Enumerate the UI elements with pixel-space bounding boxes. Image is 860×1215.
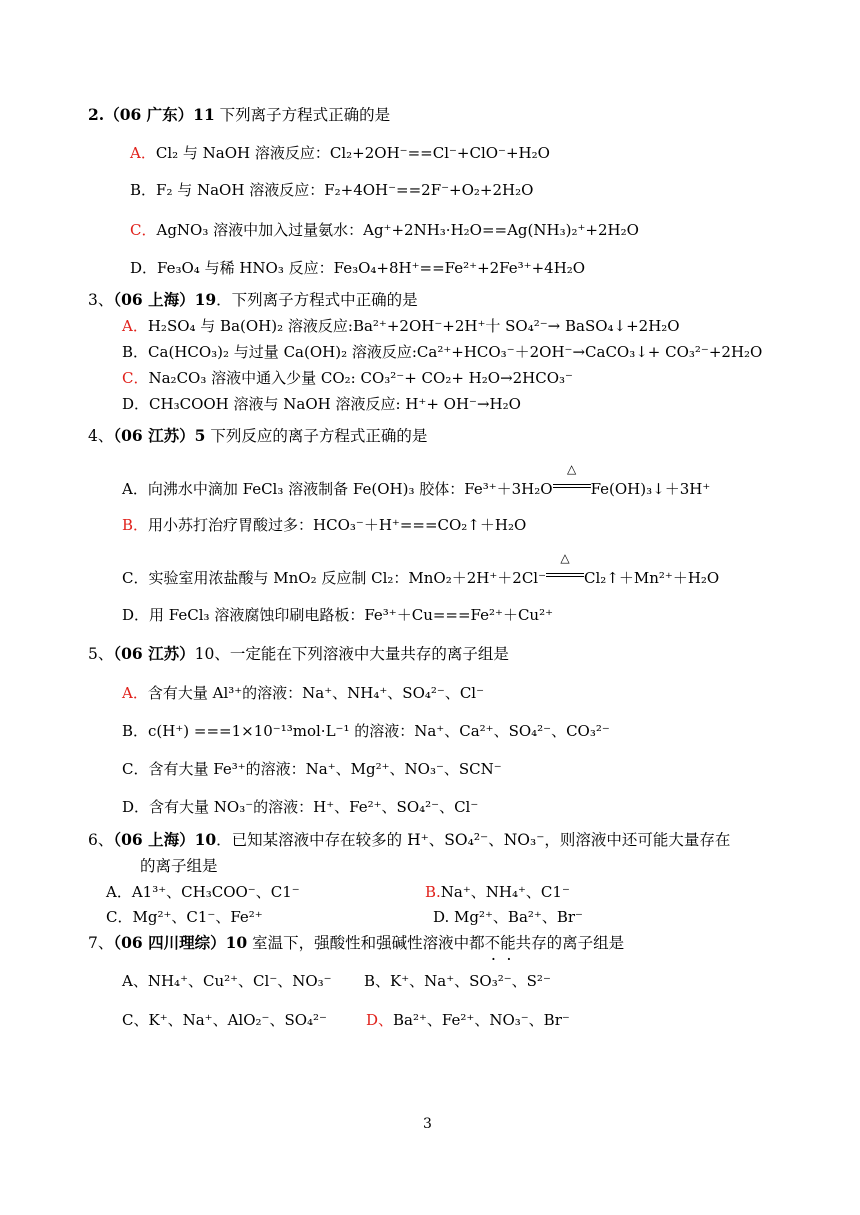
option-text: H₂SO₄ 与 Ba(OH)₂ 溶液反应:Ba²⁺+2OH⁻+2H⁺十 SO₄²⁻→ BaSO₄↓+2H₂O	[147, 317, 680, 335]
option-letter: A．	[106, 883, 132, 901]
option-letter: C．	[106, 908, 133, 926]
q4-stem	[88, 427, 427, 445]
q4-option-b	[122, 516, 526, 534]
q6-option-a	[106, 883, 300, 901]
option-text: c(H⁺) ===1×10⁻¹³mol·L⁻¹ 的溶液：Na⁺、Ca²⁺、SO₄²⁻、CO₃²⁻	[148, 722, 610, 740]
option-letter: A．	[130, 144, 156, 162]
option-letter: A．	[122, 480, 148, 498]
option-letter: C．	[130, 221, 157, 239]
option-letter: A、	[122, 972, 148, 990]
q5-stem	[88, 645, 509, 663]
q5-source: （06 江苏）	[113, 644, 195, 663]
q6-stem-continued	[140, 857, 218, 875]
option-text-products: Fe(OH)₃↓＋3H⁺	[590, 480, 711, 498]
q3-option-a	[122, 317, 680, 335]
heat-triangle-icon: △	[566, 462, 577, 476]
q7-stem-text-end: 共存的离子组是	[515, 934, 625, 952]
q4-number: 4、	[88, 427, 114, 445]
q2-option-b	[130, 181, 533, 199]
option-text-products: Cl₂↑＋Mn²⁺＋H₂O	[584, 569, 720, 587]
heating-equals-sign	[553, 462, 591, 494]
option-text: Na⁺、NH₄⁺、C1⁻	[440, 883, 570, 901]
option-text: Ca(HCO₃)₂ 与过量 Ca(OH)₂ 溶液反应:Ca²⁺+HCO₃⁻＋2OH⁻→CaCO₃↓+ CO₃²⁻+2H₂O	[148, 343, 763, 361]
q2-option-c	[130, 221, 639, 239]
option-letter: D、	[366, 1011, 394, 1029]
q3-stem	[88, 291, 418, 309]
option-text: Na₂CO₃ 溶液中通入少量 CO₂: CO₃²⁻+ CO₂+ H₂O→2HCO₃⁻	[148, 369, 573, 387]
option-letter: B．	[122, 516, 149, 534]
option-letter: C．	[122, 760, 149, 778]
q2-source: （06 广东）11	[104, 105, 215, 124]
option-text: A1³⁺、CH₃COO⁻、C1⁻	[131, 883, 300, 901]
q6-option-d	[433, 908, 583, 926]
q6-stem	[88, 831, 730, 849]
q2-option-d	[130, 259, 585, 277]
option-text: 含有大量 NO₃⁻的溶液：H⁺、Fe²⁺、SO₄²⁻、Cl⁻	[149, 798, 479, 816]
q6-stem-text-2: 的离子组是	[140, 857, 218, 875]
option-text: K⁺、Na⁺、AlO₂⁻、SO₄²⁻	[148, 1011, 327, 1029]
option-letter: A．	[122, 317, 148, 335]
q4-option-a	[122, 462, 711, 498]
q3-number: 3、	[88, 291, 114, 309]
q2-option-a	[130, 144, 550, 162]
q5-stem-text: 10、一定能在下列溶液中大量共存的离子组是	[194, 645, 509, 663]
q4-stem-text: 下列反应的离子方程式正确的是	[210, 427, 428, 445]
q3-source: （06 上海）19	[113, 290, 217, 309]
q6-option-b	[425, 883, 570, 901]
option-letter: C．	[122, 369, 149, 387]
q6-source: （06 上海）10	[113, 830, 217, 849]
option-letter: C、	[122, 1011, 149, 1029]
option-letter: B.	[425, 883, 441, 901]
option-text: 含有大量 Al³⁺的溶液：Na⁺、NH₄⁺、SO₄²⁻、Cl⁻	[147, 684, 485, 702]
option-letter: D.	[433, 908, 450, 926]
option-text: 用小苏打治疗胃酸过多：HCO₃⁻＋H⁺===CO₂↑＋H₂O	[148, 516, 527, 534]
q3-stem-text: ．下列离子方程式中正确的是	[216, 291, 418, 309]
q7-stem	[88, 934, 624, 952]
option-letter: B．	[122, 722, 149, 740]
q5-option-b	[122, 722, 610, 740]
q5-option-a	[122, 684, 484, 702]
option-text: 用 FeCl₃ 溶液腐蚀印刷电路板：Fe³⁺＋Cu===Fe²⁺＋Cu²⁺	[149, 606, 554, 624]
option-letter: A．	[122, 684, 148, 702]
option-text: F₂ 与 NaOH 溶液反应：F₂+4OH⁻==2F⁻+O₂+2H₂O	[156, 181, 534, 199]
q5-option-d	[122, 798, 478, 816]
option-text: Fe₃O₄ 与稀 HNO₃ 反应：Fe₃O₄+8H⁺==Fe²⁺+2Fe³⁺+4H₂O	[157, 259, 586, 277]
heat-triangle-icon: △	[560, 551, 570, 565]
q3-option-d	[122, 395, 521, 413]
option-letter: D．	[122, 798, 150, 816]
option-text: 实验室用浓盐酸与 MnO₂ 反应制 Cl₂：MnO₂＋2H⁺＋2Cl⁻	[148, 569, 547, 587]
option-letter: D．	[122, 606, 150, 624]
option-text: Mg²⁺、C1⁻、Fe²⁺	[132, 908, 263, 926]
q6-option-c	[106, 908, 263, 926]
option-letter: B．	[122, 343, 149, 361]
option-text: 含有大量 Fe³⁺的溶液：Na⁺、Mg²⁺、NO₃⁻、SCN⁻	[148, 760, 502, 778]
q4-source: （06 江苏）5	[113, 426, 206, 445]
q7-option-a	[122, 972, 332, 990]
emphasis-char: 不	[484, 934, 501, 952]
option-letter: C．	[122, 569, 149, 587]
q6-number: 6、	[88, 831, 114, 849]
q4-option-d	[122, 606, 553, 624]
option-letter: D．	[130, 259, 158, 277]
emphasis-char: 能	[500, 934, 516, 952]
option-text: AgNO₃ 溶液中加入过量氨水：Ag⁺+2NH₃·H₂O==Ag(NH₃)₂⁺+2H₂O	[156, 221, 639, 239]
option-text: CH₃COOH 溶液与 NaOH 溶液反应: H⁺+ OH⁻→H₂O	[149, 395, 521, 413]
q4-option-c	[122, 551, 720, 587]
q7-number: 7、	[88, 934, 114, 952]
q7-stem-text: 室温下，强酸性和强碱性溶液中都	[252, 934, 485, 952]
q7-option-c	[122, 1011, 327, 1029]
q2-stem-text: 下列离子方程式正确的是	[219, 106, 391, 124]
option-letter: D．	[122, 395, 150, 413]
q7-source: （06 四川理综）10	[113, 933, 248, 952]
q2-stem	[88, 106, 390, 124]
q3-option-c	[122, 369, 573, 387]
q3-option-b	[122, 343, 762, 361]
q5-number: 5、	[88, 645, 114, 663]
option-text: Mg²⁺、Ba²⁺、Br⁻	[449, 908, 583, 926]
q6-stem-text: ．已知某溶液中存在较多的 H⁺、SO₄²⁻、NO₃⁻，则溶液中还可能大量存在	[216, 831, 731, 849]
q7-option-b	[364, 972, 551, 990]
option-text: 向沸水中滴加 FeCl₃ 溶液制备 Fe(OH)₃ 胶体：Fe³⁺＋3H₂O	[147, 480, 553, 498]
option-text: NH₄⁺、Cu²⁺、Cl⁻、NO₃⁻	[147, 972, 332, 990]
option-text: Cl₂ 与 NaOH 溶液反应：Cl₂+2OH⁻==Cl⁻+ClO⁻+H₂O	[155, 144, 550, 162]
page-number: 3	[423, 1116, 432, 1132]
q2-number: 2.	[88, 105, 105, 124]
q7-option-d	[366, 1011, 570, 1029]
q5-option-c	[122, 760, 502, 778]
heating-equals-sign	[546, 551, 584, 583]
option-letter: B．	[130, 181, 157, 199]
option-text: K⁺、Na⁺、SO₃²⁻、S²⁻	[390, 972, 551, 990]
option-text: Ba²⁺、Fe²⁺、NO₃⁻、Br⁻	[393, 1011, 570, 1029]
option-letter: B、	[364, 972, 391, 990]
